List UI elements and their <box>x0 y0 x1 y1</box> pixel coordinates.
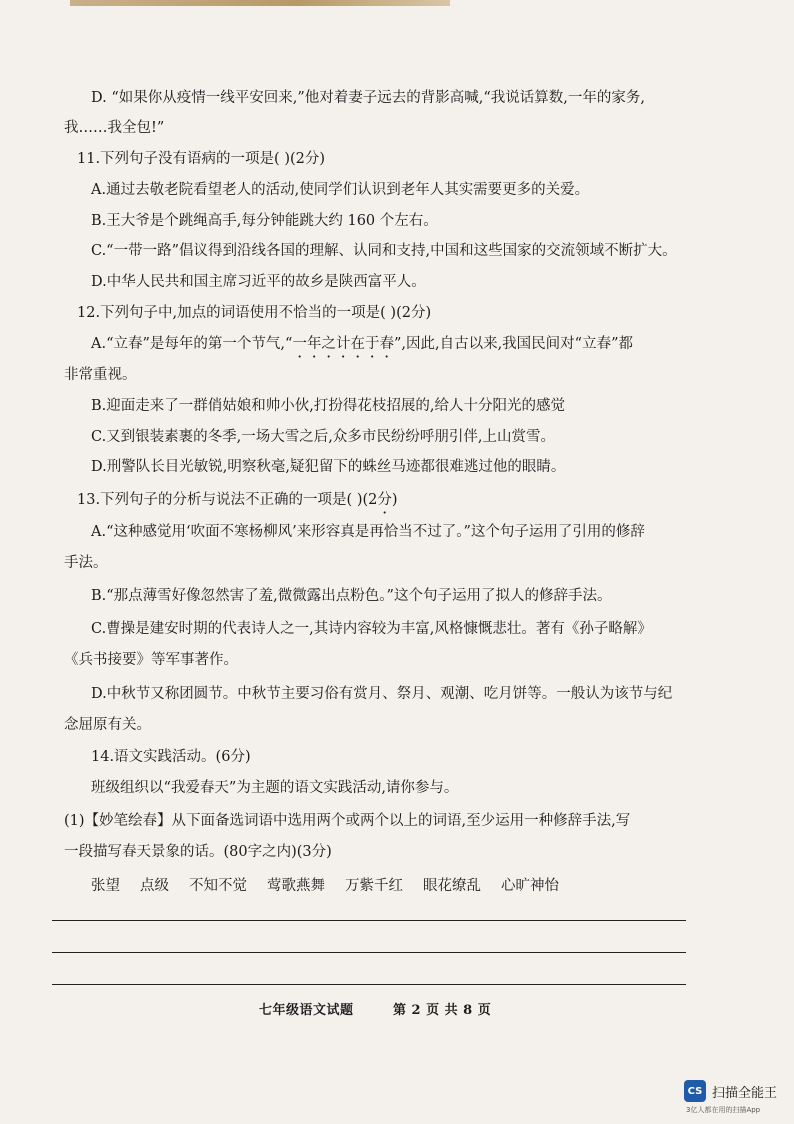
scanner-watermark <box>684 1080 777 1102</box>
q12-option-c: C.又到银装素裹的冬季,一场大雪之后,众多市民纷纷呼朋引伴,上山赏雪。 <box>91 429 556 445</box>
watermark-subtitle: 3亿人都在用的扫描App <box>686 1106 761 1114</box>
answer-line-2 <box>52 952 686 953</box>
footer-subject: 七年级语文试题 <box>259 1003 354 1018</box>
q12-emph-char: 之 <box>321 336 336 352</box>
q11-stem: 11.下列句子没有语病的一项是( )(2分) <box>77 151 326 167</box>
q13-option-b: B.“那点薄雪好像忽然害了羞,微微露出点粉色。”这个句子运用了拟人的修辞手法。 <box>91 588 612 604</box>
q14-part1-line1: (1)【妙笔绘春】从下面备选词语中选用两个或两个以上的词语,至少运用一种修辞手法,写 <box>64 813 631 829</box>
watermark-title: 扫描全能王 <box>712 1085 778 1101</box>
q14-part1-line2: 一段描写春天景象的话。(80字之内)(3分) <box>64 844 332 860</box>
q14-stem: 14.语文实践活动。(6分) <box>91 749 251 765</box>
q10-option-d-line2: 我……我全包!” <box>64 120 165 136</box>
q13-stem-pre: 13.下列句子的分析与说法不正确的一项是( )(2 <box>77 492 378 508</box>
q12-emph-char: 一 <box>292 336 307 352</box>
word-option: 万紫千红 <box>345 878 403 894</box>
word-option: 张望 <box>91 878 120 894</box>
camscanner-logo-icon: CS <box>684 1080 706 1102</box>
q12-emph-char: 春 <box>379 336 394 352</box>
q13-option-c-line2: 《兵书接要》等军事著作。 <box>64 652 238 668</box>
q11-option-b: B.王大爷是个跳绳高手,每分钟能跳大约 160 个左右。 <box>91 213 438 229</box>
word-option: 心旷神怡 <box>501 878 559 894</box>
q12-option-b: B.迎面走来了一群俏姑娘和帅小伙,打扮得花枝招展的,给人十分阳光的感觉 <box>91 398 565 414</box>
q12-option-a-post: ”,因此,自古以来,我国民间对“立春”都 <box>393 336 634 352</box>
q13-option-a-line2: 手法。 <box>64 555 108 571</box>
q14-intro: 班级组织以“我爱春天”为主题的语文实践活动,请你参与。 <box>91 780 459 796</box>
q13-stem-post: ) <box>391 492 398 508</box>
q13-option-c-line1: C.曹操是建安时期的代表诗人之一,其诗内容较为丰富,风格慷慨悲壮。著有《孙子略解》 <box>91 621 652 637</box>
answer-line-3 <box>52 984 686 985</box>
q11-option-c: C.“一带一路”倡议得到沿线各国的理解、认同和支持,中国和这些国家的交流领域不断扩大。 <box>91 243 677 259</box>
answer-line-1 <box>52 920 686 921</box>
q13-option-a-line1: A.“这种感觉用‘吹面不寒杨柳风’来形容真是再恰当不过了。”这个句子运用了引用的修辞 <box>91 524 645 540</box>
word-option: 不知不觉 <box>189 878 247 894</box>
q12-option-d: D.刑警队长目光敏锐,明察秋毫,疑犯留下的蛛丝马迹都很难逃过他的眼睛。 <box>91 459 566 475</box>
q13-option-d-line1: D.中秋节又称团圆节。中秋节主要习俗有赏月、祭月、观潮、吃月饼等。一般认为该节与纪 <box>91 686 673 702</box>
q12-option-a-pre: A.“立春”是每年的第一个节气,“ <box>91 336 293 352</box>
word-option: 眼花缭乱 <box>423 878 481 894</box>
word-option: 莺歌燕舞 <box>267 878 325 894</box>
q12-emph-char: 在 <box>350 336 365 352</box>
footer-page-number: 第 2 页 共 8 页 <box>393 1003 492 1018</box>
q11-option-a: A.通过去敬老院看望老人的活动,使同学们认识到老年人其实需要更多的关爱。 <box>91 182 590 198</box>
q13-option-d-line2: 念屈原有关。 <box>64 717 151 733</box>
q12-option-a-line1 <box>91 334 633 354</box>
word-option: 点级 <box>140 878 169 894</box>
q12-emph-char: 年 <box>306 336 322 352</box>
word-bank <box>91 876 579 896</box>
q12-emph-char: 计 <box>335 336 351 352</box>
q11-option-d: D.中华人民共和国主席习近平的故乡是陕西富平人。 <box>91 274 426 290</box>
q12-option-a-line2: 非常重视。 <box>64 367 137 383</box>
q10-option-d-line1: D. “如果你从疫情一线平安回来,”他对着妻子远去的背影高喊,“我说话算数,一年的家务, <box>91 90 645 106</box>
q13-stem <box>77 490 398 510</box>
q13-stem-emph: 分 <box>377 492 392 508</box>
q12-stem: 12.下列句子中,加点的词语使用不恰当的一项是( )(2分) <box>77 305 432 321</box>
q12-emph-char: 于 <box>364 336 380 352</box>
